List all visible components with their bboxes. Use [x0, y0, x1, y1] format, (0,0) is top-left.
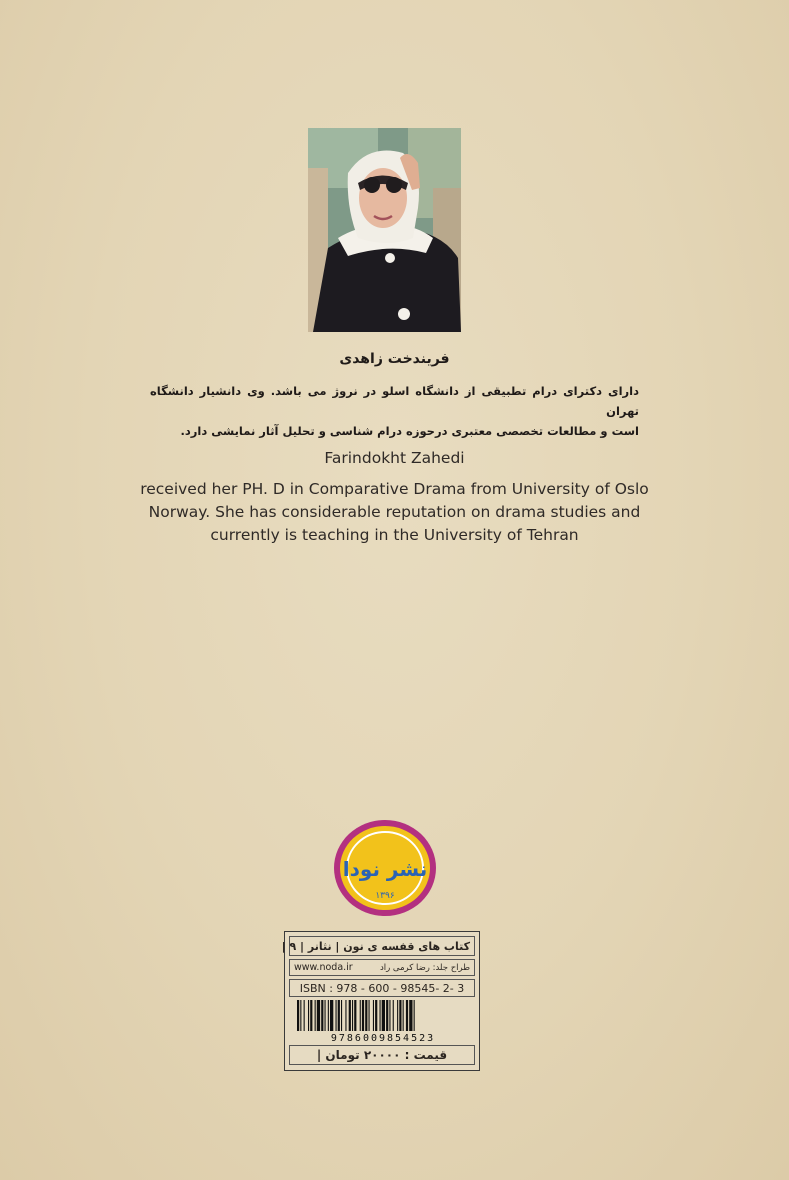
persian-bio-line: است و مطالعات تخصصی معتبری درحوزه درام شناسی و تحلیل آثار نمایشی دارد.: [180, 424, 639, 438]
barcode-number: 9786009854523: [330, 1033, 436, 1044]
cover-designer: طراح جلد: رضا کرمی راد: [379, 962, 470, 973]
english-author-name: Farindokht Zahedi: [324, 449, 465, 467]
english-bio-line: currently is teaching in the University of Tehran: [210, 526, 579, 544]
isbn: ISBN : 978 - 600 - 98545- 2- 3: [289, 979, 475, 997]
isbn-barcode: [293, 999, 471, 1043]
persian-biography: [150, 381, 639, 441]
series-info: کتاب های قفسه ی نون | نثانر | ۹ |: [289, 936, 475, 956]
english-biography: [110, 478, 679, 547]
book-info-box: [281, 931, 480, 1071]
english-bio-line: Norway. She has considerable reputation on drama studies and: [148, 503, 641, 521]
price: قیمت : ۲۰۰۰۰ تومان |: [289, 1045, 475, 1065]
publisher-logo-year: ۱۳۹۶: [375, 891, 395, 901]
english-bio-line: received her PH. D in Comparative Drama from University of Oslo: [140, 480, 649, 498]
website-designer-row: [289, 959, 475, 976]
persian-author-name: فریندخت زاهدی: [339, 351, 450, 367]
publisher-logo-text: نشر نودا: [342, 857, 428, 881]
persian-bio-line: دارای دکترای درام تطبیقی از دانشگاه اسلو در نروژ می باشد. وی دانشیار دانشگاه تهران: [150, 384, 639, 418]
author-photo: [308, 128, 461, 332]
publisher-logo: [332, 818, 438, 918]
website: www.noda.ir: [294, 962, 353, 973]
